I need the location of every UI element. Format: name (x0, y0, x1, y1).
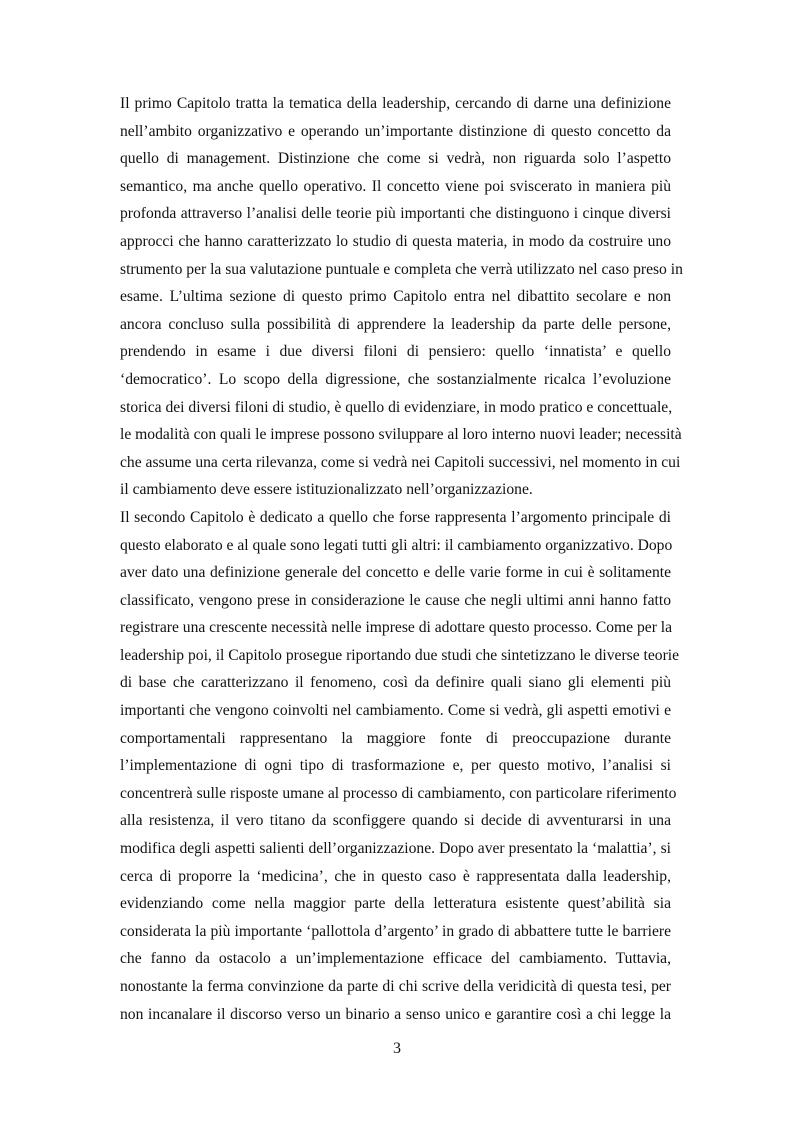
text-line: il cambiamento deve essere istituzionalizzato nell’organizzazione. (120, 481, 533, 499)
text-line: alla resistenza, il vero titano da sconfiggere quando si decide di avventurarsi in una (120, 812, 671, 830)
text-line: ‘democratico’. Lo scopo della digressione, che sostanzialmente ricalca l’evoluzione (120, 370, 671, 388)
text-line: Il primo Capitolo tratta la tematica della leadership, cercando di darne una definizione (120, 95, 671, 112)
body-text (120, 90, 683, 1028)
text-line: strumento per la sua valutazione puntuale e completa che verrà utilizzato nel caso preso in (120, 260, 683, 278)
text-line: storica dei diversi filoni di studio, è quello di evidenziare, in modo pratico e concettuale, (120, 398, 673, 416)
paragraph-chapter-two (120, 504, 680, 1028)
text-line: prendendo in esame i due diversi filoni di pensiero: quello ‘innatista’ e quello (120, 343, 671, 361)
text-line: profonda attraverso l’analisi delle teorie più importanti che distinguono i cinque diversi (120, 205, 671, 223)
text-line: che fanno da ostacolo a un’implementazione efficace del cambiamento. Tuttavia, (120, 950, 671, 968)
text-line: non incanalare il discorso verso un binario a senso unico e garantire così a chi legge la (120, 1005, 671, 1023)
text-line: nonostante la ferma convinzione da parte di chi scrive della veridicità di questa tesi, per (120, 978, 671, 995)
text-line: aver dato una definizione generale del concetto e delle varie forme in cui è solitamente (120, 564, 671, 582)
text-line: ancora concluso sulla possibilità di apprendere la leadership da parte delle persone, (120, 315, 671, 333)
text-line: leadership poi, il Capitolo prosegue riportando due studi che sintetizzano le diverse teorie (120, 646, 680, 664)
text-line: quello di management. Distinzione che come si vedrà, non riguarda solo l’aspetto (120, 150, 671, 168)
text-line: comportamentali rappresentano la maggiore fonte di preoccupazione durante (120, 729, 671, 747)
text-line: l’implementazione di ogni tipo di trasformazione e, per questo motivo, l’analisi si (120, 757, 671, 775)
text-line: modifica degli aspetti salienti dell’organizzazione. Dopo aver presentato la ‘malattia’, si (120, 840, 671, 858)
page-number: 3 (393, 1040, 401, 1057)
text-line: questo elaborato e al quale sono legati tutti gli altri: il cambiamento organizzativo. Dopo (120, 536, 673, 554)
text-line: nell’ambito organizzativo e operando un’importante distinzione di questo concetto da (120, 122, 671, 140)
text-line: Il secondo Capitolo è dedicato a quello che forse rappresenta l’argomento principale di (120, 508, 671, 526)
text-line: esame. L’ultima sezione di questo primo Capitolo entra nel dibattito secolare e non (120, 288, 671, 306)
text-line: concentrerà sulle risposte umane al processo di cambiamento, con particolare riferimento (120, 784, 677, 802)
text-line: di base che caratterizzano il fenomeno, così da definire quali siano gli elementi più (120, 674, 671, 692)
text-line: approcci che hanno caratterizzato lo studio di questa materia, in modo da costruire uno (120, 232, 671, 250)
text-line: cerca di proporre la ‘medicina’, che in questo caso è rappresentata dalla leadership, (120, 867, 671, 885)
paragraph-chapter-one (120, 90, 683, 504)
text-line: registrare una crescente necessità nelle imprese di adottare questo processo. Come per la (120, 619, 673, 637)
text-line: classificato, vengono prese in considerazione le cause che negli ultimi anni hanno fatto (120, 591, 671, 609)
text-line: evidenziando come nella maggior parte della letteratura esistente quest’abilità sia (120, 895, 671, 913)
text-line: che assume una certa rilevanza, come si vedrà nei Capitoli successivi, nel momento in cui (120, 453, 681, 471)
text-line: considerata la più importante ‘pallottola d’argento’ in grado di abbattere tutte le barriere (120, 922, 671, 940)
text-line: le modalità con quali le imprese possono sviluppare al loro interno nuovi leader; necessità (120, 426, 682, 444)
text-line: importanti che vengono coinvolti nel cambiamento. Come si vedrà, gli aspetti emotivi e (120, 702, 671, 720)
text-line: semantico, ma anche quello operativo. Il concetto viene poi sviscerato in maniera più (120, 177, 671, 195)
